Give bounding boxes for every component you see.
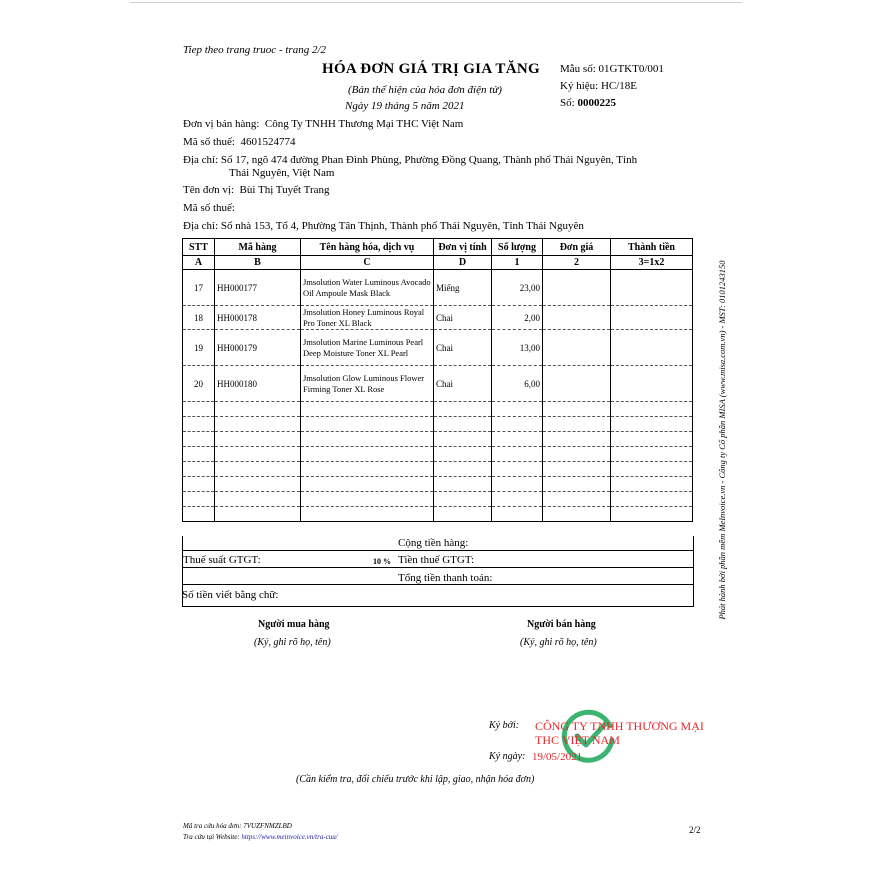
summary-divider	[183, 584, 693, 585]
lookup-site-link[interactable]: https://www.meinvoice.vn/tra-cuu/	[241, 833, 338, 841]
row-qty: 13,00	[492, 330, 543, 366]
seller-sign-note: (Ký, ghi rõ họ, tên)	[520, 637, 597, 648]
lookup-code: Mã tra cứu hóa đơn: 7VUZFNMZLBD	[183, 822, 292, 830]
row-unit: Chai	[434, 306, 492, 330]
row-code: HH000179	[215, 330, 301, 366]
seller-tax	[183, 136, 295, 148]
row-stt: 20	[183, 366, 215, 402]
row-name: Jmsolution Glow Luminous Flower Firming Toner XL Rose	[301, 366, 434, 402]
seller-address-label: Địa chỉ:	[183, 154, 219, 166]
header-amount: Thành tiền	[611, 239, 693, 256]
code-3: 3=1x2	[611, 256, 693, 270]
seller-address-line2: Thái Nguyên, Việt Nam	[229, 167, 335, 179]
summary-divider	[183, 567, 693, 568]
row-price	[543, 270, 611, 306]
row-name: Jmsolution Honey Luminous Royal Pro Toner XL Black	[301, 306, 434, 330]
buyer-address-value: Số nhà 153, Tổ 4, Phường Tân Thịnh, Thành phố Thái Nguyên, Tỉnh Thái Nguyên	[220, 220, 584, 232]
form-number	[560, 63, 664, 75]
lookup-site-label: Tra cứu tại Website:	[183, 833, 240, 841]
seller-tax-value: 4601524774	[240, 136, 296, 148]
code-c: C	[301, 256, 434, 270]
row-stt: 17	[183, 270, 215, 306]
table-row	[183, 270, 693, 306]
invoice-subtitle: (Bản thể hiện của hóa đơn điện tử)	[348, 84, 502, 96]
subtotal-label: Cộng tiền hàng:	[398, 537, 469, 549]
empty-row	[183, 507, 693, 522]
code-b: B	[215, 256, 301, 270]
empty-row	[183, 462, 693, 477]
signed-by-label: Ký bởi:	[489, 720, 520, 731]
invoice-number	[560, 97, 616, 109]
signed-date-label: Ký ngày:	[489, 751, 526, 762]
vat-amount-label: Tiền thuế GTGT:	[398, 554, 475, 566]
header-unit: Đơn vị tính	[434, 239, 492, 256]
buyer-sign-title: Người mua hàng	[258, 619, 330, 630]
form-label: Mẫu số:	[560, 63, 596, 75]
row-stt: 18	[183, 306, 215, 330]
total-label: Tổng tiền thanh toán:	[398, 572, 493, 584]
row-unit: Miếng	[434, 270, 492, 306]
row-code: HH000180	[215, 366, 301, 402]
row-qty: 2,00	[492, 306, 543, 330]
row-price	[543, 306, 611, 330]
form-value: 01GTKT0/001	[598, 63, 664, 75]
row-stt: 19	[183, 330, 215, 366]
row-name: Jmsolution Marine Luminous Pearl Deep Moisture Toner XL Pearl	[301, 330, 434, 366]
empty-row	[183, 402, 693, 417]
summary-divider	[183, 550, 693, 551]
table-row	[183, 330, 693, 366]
footer-note: (Cần kiểm tra, đối chiếu trước khi lập, giao, nhận hóa đơn)	[296, 774, 535, 785]
row-code: HH000177	[215, 270, 301, 306]
row-qty: 23,00	[492, 270, 543, 306]
row-name: Jmsolution Water Luminous Avocado Oil Ampoule Mask Black	[301, 270, 434, 306]
table-code-row	[183, 256, 693, 270]
publisher-side-text: Phát hành bởi phần mềm MeInvoice.vn - Công ty Cổ phần MISA (www.misa.com.vn) - MST: 0101243150	[717, 260, 727, 620]
code-d: D	[434, 256, 492, 270]
row-amount	[611, 330, 693, 366]
symbol	[560, 80, 637, 92]
items-table	[182, 238, 693, 522]
code-2: 2	[543, 256, 611, 270]
empty-row	[183, 432, 693, 447]
buyer-tax-label: Mã số thuế:	[183, 202, 235, 214]
lookup-site	[183, 833, 338, 841]
table-header-row	[183, 239, 693, 256]
number-value: 0000225	[577, 97, 616, 109]
row-price	[543, 366, 611, 402]
row-code: HH000178	[215, 306, 301, 330]
header-name: Tên hàng hóa, dịch vụ	[301, 239, 434, 256]
symbol-value: HC/18E	[600, 80, 638, 92]
seller-address	[183, 154, 637, 166]
vat-rate-label: Thuế suất GTGT:	[183, 554, 261, 566]
header-stt: STT	[183, 239, 215, 256]
top-border	[130, 2, 742, 3]
row-price	[543, 330, 611, 366]
header-qty: Số lượng	[492, 239, 543, 256]
buyer-unit-label: Tên đơn vị:	[183, 184, 235, 196]
buyer-sign-note: (Ký, ghi rõ họ, tên)	[254, 637, 331, 648]
seller-sign-title: Người bán hàng	[527, 619, 596, 630]
row-amount	[611, 306, 693, 330]
signed-by-name-line1: CÔNG TY TNHH THƯƠNG MẠI	[535, 719, 704, 733]
empty-row	[183, 492, 693, 507]
header-code: Mã hàng	[215, 239, 301, 256]
row-amount	[611, 366, 693, 402]
code-1: 1	[492, 256, 543, 270]
seller-name-label: Đơn vị bán hàng:	[183, 118, 260, 130]
seller-name	[183, 118, 463, 130]
signed-by-name-line2: THC VIỆT NAM	[535, 733, 620, 747]
buyer-address-label: Địa chỉ:	[183, 220, 219, 232]
row-unit: Chai	[434, 330, 492, 366]
empty-row	[183, 447, 693, 462]
vat-rate-value: 10 %	[373, 557, 391, 566]
page-number: 2/2	[689, 825, 701, 835]
table-row	[183, 366, 693, 402]
signed-date-value: 19/05/2021	[532, 751, 583, 763]
buyer-address	[183, 220, 584, 232]
seller-name-value: Công Ty TNHH Thương Mại THC Việt Nam	[264, 118, 464, 130]
seller-address-line1: Số 17, ngõ 474 đường Phan Đình Phùng, Phường Đồng Quang, Thành phố Thái Nguyên, Tỉnh	[220, 154, 638, 166]
invoice-date: Ngày 19 tháng 5 năm 2021	[345, 100, 465, 112]
invoice-title: HÓA ĐƠN GIÁ TRỊ GIA TĂNG	[322, 61, 540, 77]
row-qty: 6,00	[492, 366, 543, 402]
seller-tax-label: Mã số thuế:	[183, 136, 235, 148]
code-a: A	[183, 256, 215, 270]
in-words-label: Số tiền viết bằng chữ:	[182, 589, 279, 601]
table-row	[183, 306, 693, 330]
row-amount	[611, 270, 693, 306]
number-label: Số:	[560, 97, 575, 109]
empty-row	[183, 477, 693, 492]
symbol-label: Ký hiệu:	[560, 80, 599, 92]
buyer-unit-value: Bùi Thị Tuyết Trang	[239, 184, 330, 196]
row-unit: Chai	[434, 366, 492, 402]
buyer-unit	[183, 184, 330, 196]
empty-row	[183, 417, 693, 432]
continuation-note: Tiep theo trang truoc - trang 2/2	[183, 44, 326, 56]
header-price: Đơn giá	[543, 239, 611, 256]
